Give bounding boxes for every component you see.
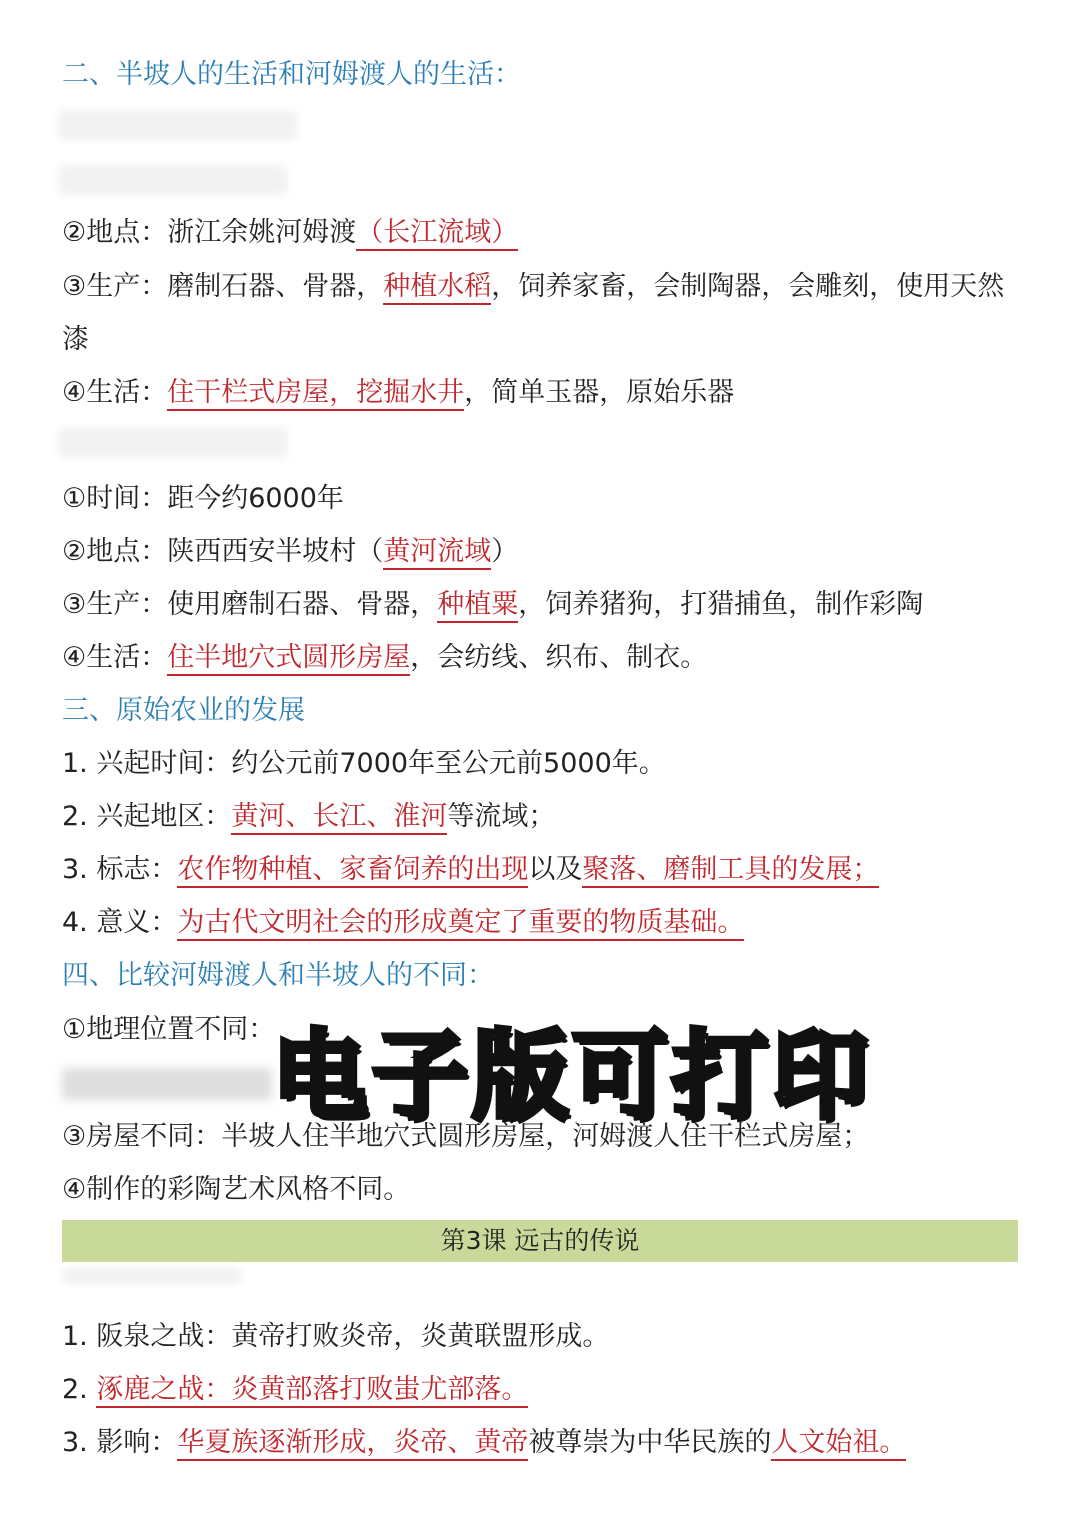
- legend-item-3: 3. 影响：华夏族逐渐形成，炎帝、黄帝被尊崇为中华民族的人文始祖。: [62, 1426, 906, 1460]
- hemudu-production: ③生产：磨制石器、骨器，种植水稻，饲养家畜，会制陶器，会雕刻，使用天然: [62, 270, 1004, 304]
- printable-watermark: 电子版可打印: [272, 1020, 872, 1132]
- blurred-lesson-subtitle: [62, 1268, 242, 1284]
- hemudu-place: ②地点：浙江余姚河姆渡（长江流域）: [62, 216, 518, 250]
- compare-item-3: ③房屋不同：半坡人住半地穴式圆形房屋，河姆渡人住干栏式房屋；: [62, 1121, 870, 1152]
- section4-title: 四、比较河姆渡人和半坡人的不同：: [62, 960, 494, 991]
- banpo-production: ③生产：使用磨制石器、骨器，种植粟，饲养猪狗，打猎捕鱼，制作彩陶: [62, 588, 923, 622]
- legend-item-1: 1. 阪泉之战：黄帝打败炎帝，炎黄联盟形成。: [62, 1321, 610, 1352]
- agri-item-2: 2. 兴起地区：黄河、长江、淮河等流域；: [62, 800, 555, 834]
- blurred-subtitle: [58, 110, 298, 140]
- compare-item-1: ①地理位置不同：: [62, 1014, 276, 1045]
- banpo-life: ④生活：住半地穴式圆形房屋，会纺线、织布、制衣。: [62, 641, 707, 675]
- legend-item-2: 2. 涿鹿之战：炎黄部落打败蚩尤部落。: [62, 1373, 528, 1407]
- hemudu-production-wrap: 漆: [62, 324, 89, 355]
- banpo-place: ②地点：陕西西安半坡村（黄河流域）: [62, 535, 518, 569]
- agri-item-3: 3. 标志：农作物种植、家畜饲养的出现以及聚落、磨制工具的发展；: [62, 853, 879, 887]
- compare-item-4: ④制作的彩陶艺术风格不同。: [62, 1174, 411, 1205]
- lesson-title-bar: 第3课 远古的传说: [62, 1220, 1018, 1262]
- banpo-time: ①时间：距今约6000年: [62, 483, 344, 514]
- section3-title: 三、原始农业的发展: [62, 695, 305, 726]
- agri-item-4: 4. 意义：为古代文明社会的形成奠定了重要的物质基础。: [62, 906, 744, 940]
- section2-title: 二、半坡人的生活和河姆渡人的生活：: [62, 59, 521, 90]
- blurred-subtitle-banpo: [58, 428, 288, 458]
- hemudu-life: ④生活：住干栏式房屋，挖掘水井，简单玉器，原始乐器: [62, 376, 734, 410]
- blurred-compare-item-2: [62, 1068, 272, 1100]
- agri-item-1: 1. 兴起时间：约公元前7000年至公元前5000年。: [62, 748, 666, 779]
- blurred-item: [58, 165, 288, 195]
